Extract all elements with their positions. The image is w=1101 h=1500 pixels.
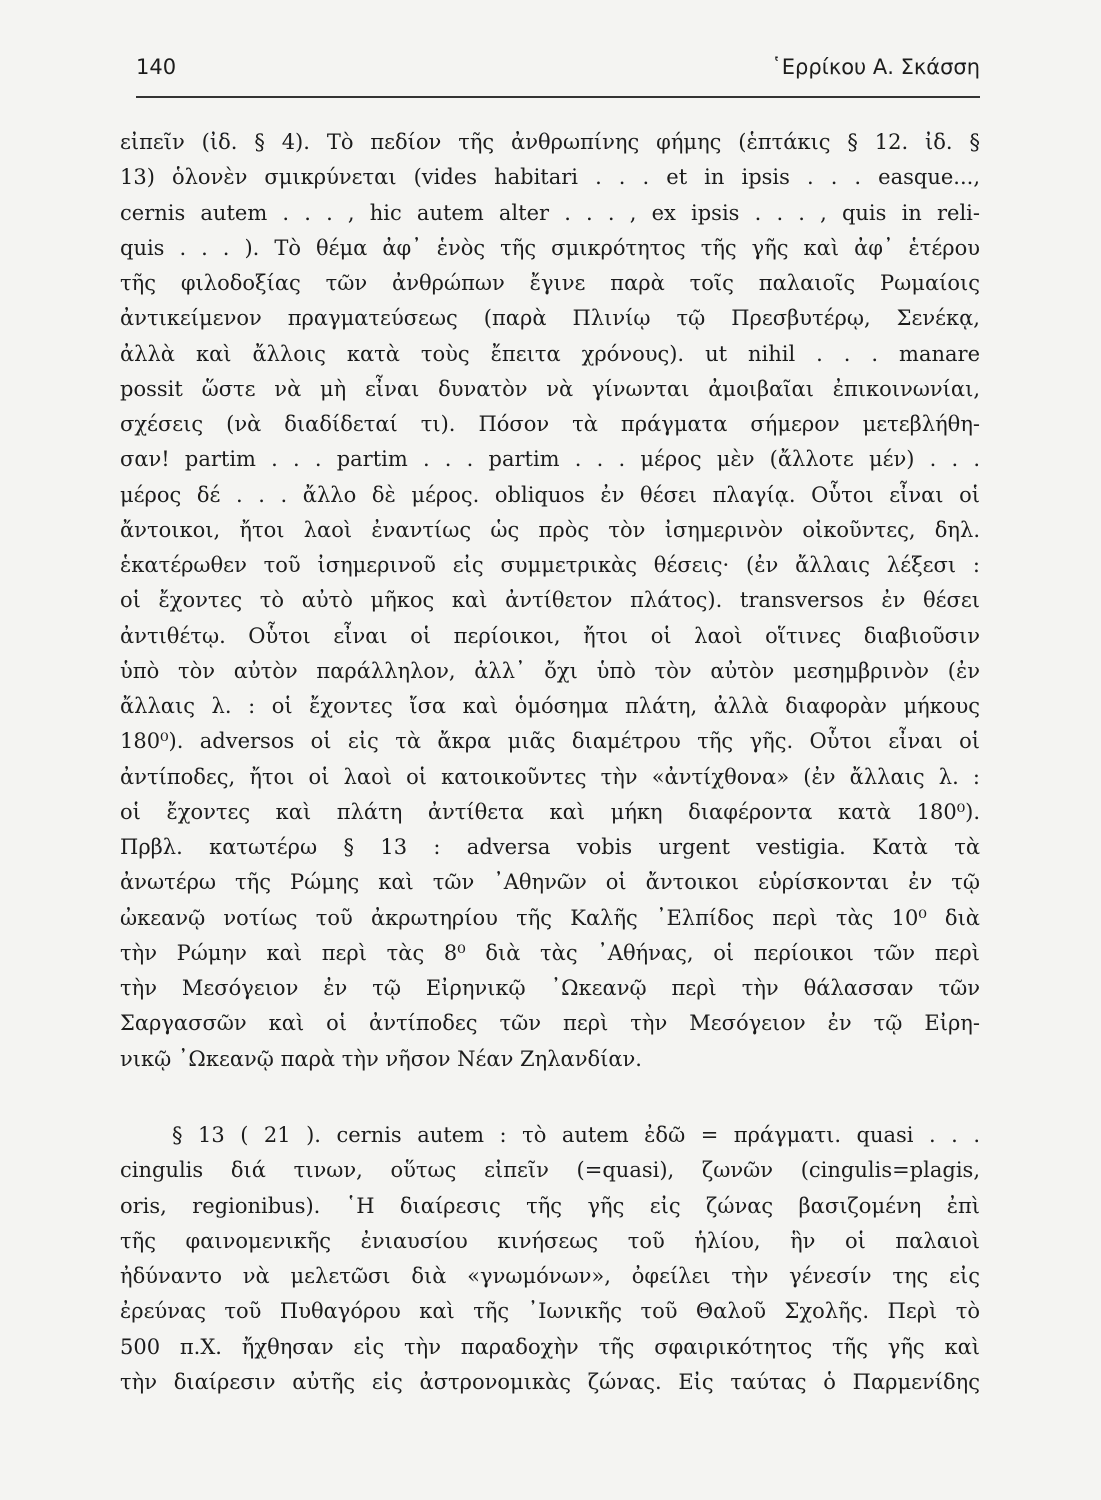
header-rule	[136, 96, 980, 98]
text-line: ἀντικείμενον πραγματεύσεως (παρὰ Πλινίῳ τῷ Πρεσβυτέρῳ, Σενέκᾳ,	[120, 306, 980, 331]
text-line: ἄλλαις λ. : οἱ ἔχοντες ἴσα καὶ ὁμόσημα πλάτη, ἀλλὰ διαφορὰν μήκους	[120, 694, 980, 718]
text-line: τὴν Ρώμην καὶ περὶ τὰς 8⁰ διὰ τὰς ᾿Αθήνας, οἱ περίοικοι τῶν περὶ	[120, 940, 980, 965]
text-line: τὴν Μεσόγειον ἐν τῷ Εἰρηνικῷ ᾿Ωκεανῷ περὶ τὴν θάλασσαν τῶν	[120, 976, 980, 1000]
text-line: Πρβλ. κατωτέρω § 13 : adversa vobis urgent vestigia. Κατὰ τὰ	[120, 835, 980, 859]
text-line: possit ὥστε νὰ μὴ εἶναι δυνατὸν νὰ γίνωνται ἀμοιβαῖαι ἐπικοινωνίαι,	[120, 376, 980, 401]
text-line: 500 π.Χ. ἤχθησαν εἰς τὴν παραδοχὴν τῆς σφαιρικότητος τῆς γῆς καὶ	[120, 1334, 980, 1359]
running-title: ῾Ερρίκου Α. Σκάσση	[771, 55, 980, 79]
text-line: ἠδύναντο νὰ μελετῶσι διὰ «γνωμόνων», ὀφείλει τὴν γένεσίν της εἰς	[120, 1264, 980, 1288]
text-line: ἀλλὰ καὶ ἄλλοις κατὰ τοὺς ἔπειτα χρόνους). ut nihil . . . manare	[120, 341, 980, 366]
text-line: τὴν διαίρεσιν αὐτῆς εἰς ἀστρονομικὰς ζώνας. Εἰς ταύτας ὁ Παρμενίδης	[120, 1369, 980, 1394]
paragraph-2	[120, 1118, 980, 1400]
text-line: μέρος δέ . . . ἄλλο δὲ μέρος. obliquos ἐν θέσει πλαγίᾳ. Οὗτοι εἶναι οἱ	[120, 482, 980, 507]
text-line: σχέσεις (νὰ διαδίδεταί τι). Πόσον τὰ πράγματα σήμερον μετεβλήθη-	[120, 412, 980, 436]
text-line: ὑπὸ τὸν αὐτὸν παράλληλον, ἀλλ᾽ ὄχι ὑπὸ τὸν αὐτὸν μεσημβρινὸν (ἐν	[120, 658, 980, 683]
text-line: τῆς φαινομενικῆς ἐνιαυσίου κινήσεως τοῦ ἡλίου, ἣν οἱ παλαιοὶ	[120, 1228, 980, 1253]
text-line: ὠκεανῷ νοτίως τοῦ ἀκρωτηρίου τῆς Καλῆς ᾿Ελπίδος περὶ τὰς 10⁰ διὰ	[120, 905, 980, 930]
text-line: ἑκατέρωθεν τοῦ ἰσημερινοῦ εἰς συμμετρικὰς θέσεις· (ἐν ἄλλαις λέξεσι :	[120, 553, 980, 577]
text-line: cingulis διά τινων, οὕτως εἰπεῖν (=quasi), ζωνῶν (cingulis=plagis,	[120, 1158, 980, 1183]
text-line: ἐρεύνας τοῦ Πυθαγόρου καὶ τῆς ᾿Ιωνικῆς τοῦ Θαλοῦ Σχολῆς. Περὶ τὸ	[120, 1299, 980, 1324]
text-line: cernis autem . . . , hic autem alter . . . , ex ipsis . . . , quis in reli-	[120, 200, 980, 225]
page-number: 140	[136, 55, 177, 79]
text-line: § 13 ( 21 ). cernis autem : τὸ autem ἐδῶ = πράγματι. quasi . . .	[172, 1123, 980, 1147]
text-line: quis . . . ). Τὸ θέμα ἀφ᾽ ἑνὸς τῆς σμικρότητος τῆς γῆς καὶ ἀφ᾽ ἑτέρου	[120, 235, 980, 260]
text-line: 180⁰). adversos οἱ εἰς τὰ ἄκρα μιᾶς διαμέτρου τῆς γῆς. Οὗτοι εἶναι οἱ	[120, 729, 980, 754]
text-line: ἄντοικοι, ἤτοι λαοὶ ἐναντίως ὡς πρὸς τὸν ἰσημερινὸν οἰκοῦντες, δηλ.	[120, 517, 980, 542]
text-line: εἰπεῖν (ἰδ. § 4). Τὸ πεδίον τῆς ἀνθρωπίνης φήμης (ἑπτάκις § 12. ἰδ. §	[120, 130, 980, 154]
paragraph-1	[120, 125, 980, 1077]
text-line: ἀντίποδες, ἤτοι οἱ λαοὶ οἱ κατοικοῦντες τὴν «ἀντίχθονα» (ἐν ἄλλαις λ. :	[120, 764, 980, 789]
text-line: ἀντιθέτῳ. Οὗτοι εἶναι οἱ περίοικοι, ἤτοι οἱ λαοὶ οἵτινες διαβιοῦσιν	[120, 623, 980, 648]
page-header	[136, 52, 980, 82]
text-line: ἀνωτέρω τῆς Ρώμης καὶ τῶν ᾿Αθηνῶν οἱ ἄντοικοι εὑρίσκονται ἐν τῷ	[120, 870, 980, 895]
text-line: τῆς φιλοδοξίας τῶν ἀνθρώπων ἔγινε παρὰ τοῖς παλαιοῖς Ρωμαίοις	[120, 271, 980, 295]
text-line: οἱ ἔχοντες τὸ αὐτὸ μῆκος καὶ ἀντίθετον πλάτος). transversos ἐν θέσει	[120, 588, 980, 613]
text-line: Σαργασσῶν καὶ οἱ ἀντίποδες τῶν περὶ τὴν Μεσόγειον ἐν τῷ Εἰρη-	[120, 1011, 980, 1036]
text-line: 13) ὁλονὲν σμικρύνεται (vides habitari . . . et in ipsis . . . easque...,	[120, 165, 980, 190]
text-line: οἱ ἔχοντες καὶ πλάτη ἀντίθετα καὶ μήκη διαφέροντα κατὰ 180⁰).	[120, 799, 980, 824]
text-line: νικῷ ᾿Ωκεανῷ παρὰ τὴν νῆσον Νέαν Ζηλανδίαν.	[120, 1046, 642, 1071]
text-line: σαν! partim . . . partim . . . partim . . . μέρος μὲν (ἄλλοτε μέν) . . .	[120, 447, 980, 472]
text-line: oris, regionibus). ῾Η διαίρεσις τῆς γῆς εἰς ζώνας βασιζομένη ἐπὶ	[120, 1193, 980, 1218]
